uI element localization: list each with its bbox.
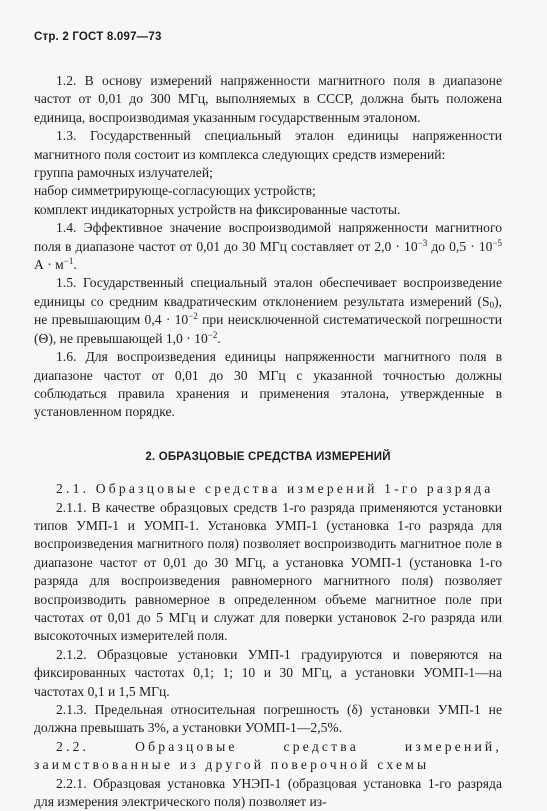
exponent: −2: [188, 311, 198, 322]
document-body: [34, 72, 502, 811]
subscript: 0: [489, 299, 495, 310]
paragraph-1-5: [34, 274, 502, 348]
paragraph-2-1: 2.1. Образцовые средства измерений 1-го разряда: [56, 481, 494, 497]
paragraph-2-1-1: 2.1.1. В качестве образцовых средств 1-го разряда применяются установки типов УМП-1 и УОМП-1. Установка УМП-1 (установка 1-го разряда для воспроизведения магнитного поля) позволяет воспроизводить магнитное поле в диапазоне частот от 0,01 до 30 МГц, а установка УОМП-1 (установка 1-го разряда для воспроизведения равномерного магнитного поля) позволяет воспроизводить равномерное в определенном объеме магнитное поле при частотах от 0,01 до 5 МГц и служат для поверки установок 2-го разряда или высокоточных измерителей поля.: [34, 499, 502, 644]
paragraph-1-2: 1.2. В основу измерений напряженности магнитного поля в диапазоне частот от 0,01 до 300 МГц, выполняемых в СССР, должна быть положена единица, воспроизводимая указанным государственным эталоном.: [34, 73, 502, 125]
paragraph-1-3: 1.3. Государственный специальный эталон единицы напряженности магнитного поля состоит из комплекса следующих средств измерений:: [34, 128, 502, 162]
exponent: −5: [492, 237, 503, 248]
exponent: −3: [417, 237, 428, 248]
paragraph-1-5-text: ), не превышающим 0,4 · 10: [34, 293, 502, 328]
paragraph-1-5-text: при неисключенной систематической погрешности (Θ), не превышающей 1,0 · 10: [34, 312, 502, 346]
list-item: группа рамочных излучателей;: [34, 165, 213, 181]
list-item: комплект индикаторных устройств на фиксированные частоты.: [34, 201, 401, 217]
paragraph-1-4-text: А · м: [34, 257, 64, 273]
section-2-heading: 2. ОБРАЗЦОВЫЕ СРЕДСТВА ИЗМЕРЕНИЙ: [145, 450, 391, 463]
paragraph-1-4-text: 1.4. Эффективное значение воспроизводимой напряженности магнитного поля в диапазоне частот от 0,01 до 30 МГц составляет от 2,0 · 10: [34, 220, 502, 254]
paragraph-1-4: [34, 219, 502, 274]
paragraph-1-4-text: .: [73, 257, 77, 273]
paragraph-2-2-1: 2.2.1. Образцовая установка УНЭП-1 (образцовая установка 1-го разряда для измерения электрического поля) позволяет из-: [34, 775, 502, 810]
paragraph-1-5-text: 1.5. Государственный специальный эталон обеспечивает воспроизведение единицы со средним квадратическим отклонением результата измерений (S: [34, 275, 502, 309]
paragraph-1-4-text: до 0,5 · 10: [427, 238, 493, 254]
paragraph-2-1-3: 2.1.3. Предельная относительная погрешность (δ) установки УМП-1 не должна превышать 3%, а установки УОМП-1—2,5%.: [34, 702, 502, 736]
paragraph-1-5-text: .: [217, 330, 221, 346]
paragraph-1-6: 1.6. Для воспроизведения единицы напряженности магнитного поля в диапазоне частот от 0,01 до 30 МГц с указанной точностью должны соблюдаться правила хранения и применения эталона, утвержденные в установленном порядке.: [34, 349, 502, 420]
exponent: −1: [63, 256, 74, 267]
list-item: набор симметрирующе-согласующих устройств;: [34, 183, 316, 199]
exponent: −2: [207, 329, 218, 340]
page-header: Стр. 2 ГОСТ 8.097—73: [34, 31, 162, 43]
paragraph-2-2: 2.2. Образцовые средства измерений, заимствованные из другой поверочной схемы: [34, 738, 502, 773]
paragraph-2-1-2: 2.1.2. Образцовые установки УМП-1 градуируются и поверяются на фиксированных частотах 0,1; 1; 10 и 30 МГц, а установки УОМП-1—на частотах 0,1 и 1,5 МГц.: [34, 646, 502, 699]
